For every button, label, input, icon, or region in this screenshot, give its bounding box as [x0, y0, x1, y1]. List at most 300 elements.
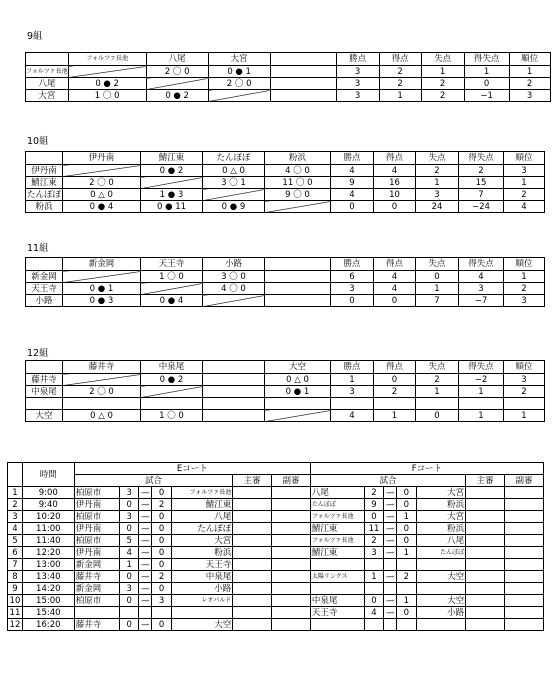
e-away-score: 0	[152, 619, 171, 631]
f-home-team: フォルツァ長池	[310, 511, 364, 523]
self-match-diagonal	[146, 78, 208, 90]
team-header: 天王寺	[141, 258, 203, 271]
f-away-team: たんぽぽ	[416, 547, 466, 559]
f-away-team: 小路	[416, 607, 466, 619]
stat-value: 16	[374, 177, 416, 189]
match-result	[141, 398, 203, 410]
stat-value: −7	[459, 295, 504, 307]
stat-value: 1	[504, 271, 545, 283]
f-away-score: 0	[397, 535, 416, 547]
e-away-team: フォルツァ長池	[171, 487, 232, 499]
f-away-score: 0	[397, 607, 416, 619]
f-away-team: 大宮	[416, 487, 466, 499]
f-score-dash	[384, 583, 397, 595]
e-away-score: 0	[152, 511, 171, 523]
match-result: 0 △ 0	[63, 410, 141, 422]
schedule-row	[8, 547, 544, 559]
e-assistant-cell	[272, 571, 311, 583]
match-time: 15:40	[22, 607, 74, 619]
stat-value: 0	[331, 295, 374, 307]
stat-header: 勝点	[331, 258, 374, 271]
f-away-score: 2	[397, 571, 416, 583]
stat-header: 失点	[421, 53, 464, 66]
e-away-score: 0	[152, 559, 171, 571]
stat-value: 0	[374, 201, 416, 213]
stat-header: 失点	[416, 258, 459, 271]
e-home-team: 伊丹南	[74, 547, 119, 559]
e-assistant-cell	[272, 487, 311, 499]
e-home-team	[74, 607, 119, 619]
f-home-score: 2	[364, 487, 383, 499]
self-match-diagonal	[265, 201, 331, 213]
f-away-score: 1	[397, 595, 416, 607]
e-away-score: 3	[152, 595, 171, 607]
match-number: 5	[8, 535, 23, 547]
f-away-team: 八尾	[416, 535, 466, 547]
stat-value: −1	[464, 90, 509, 102]
f-away-team	[416, 583, 466, 595]
f-home-score: 0	[364, 595, 383, 607]
e-home-score: 0	[119, 523, 138, 535]
e-referee-cell	[233, 523, 272, 535]
stat-value: 1	[504, 177, 545, 189]
e-score-dash: —	[139, 571, 152, 583]
schedule-row	[8, 487, 544, 499]
f-away-score: 1	[397, 511, 416, 523]
e-assistant-cell	[272, 619, 311, 631]
stat-value: 1	[416, 177, 459, 189]
match-result	[63, 398, 141, 410]
self-match-diagonal	[63, 165, 141, 177]
e-away-team	[171, 607, 232, 619]
stat-value: 2	[421, 78, 464, 90]
e-home-score: 3	[119, 511, 138, 523]
stat-value: −2	[459, 374, 504, 386]
e-away-team: レオパルド	[171, 595, 232, 607]
match-result: 2 〇 0	[63, 177, 141, 189]
e-away-team: たんぽぽ	[171, 523, 232, 535]
self-match-diagonal	[203, 189, 265, 201]
e-home-score: 0	[119, 499, 138, 511]
f-home-team: 天王寺	[310, 607, 364, 619]
team-header: フォルツァ長池	[68, 53, 146, 66]
schedule-row	[8, 511, 544, 523]
f-score-dash: —	[384, 499, 397, 511]
e-home-team: 伊丹南	[74, 523, 119, 535]
f-assistant-cell	[505, 595, 544, 607]
self-match-diagonal	[63, 271, 141, 283]
stat-value: 0	[416, 271, 459, 283]
empty-cell	[265, 295, 331, 307]
stat-value: 4	[504, 201, 545, 213]
stat-value: 9	[331, 177, 374, 189]
e-away-team: 粉浜	[171, 547, 232, 559]
e-home-score: 0	[119, 595, 138, 607]
f-referee-cell	[466, 547, 505, 559]
e-away-score: 0	[152, 547, 171, 559]
stat-value: 0	[464, 78, 509, 90]
stat-value: 0	[331, 201, 374, 213]
stat-value: 3	[336, 78, 379, 90]
f-away-score: 1	[397, 547, 416, 559]
stat-header: 得失点	[459, 152, 504, 165]
stat-value: 4	[374, 165, 416, 177]
f-score-dash: —	[384, 607, 397, 619]
stat-value: 1	[416, 386, 459, 398]
f-score-dash: —	[384, 571, 397, 583]
e-home-team: 伊丹南	[74, 499, 119, 511]
f-home-score: 11	[364, 523, 383, 535]
f-referee-cell	[466, 487, 505, 499]
stat-value: 2	[416, 374, 459, 386]
group-10-title: 10組	[27, 136, 49, 147]
e-away-team: 天王寺	[171, 559, 232, 571]
match-time: 14:20	[22, 583, 74, 595]
e-referee-cell	[233, 511, 272, 523]
e-referee-cell	[233, 547, 272, 559]
e-referee-cell	[233, 499, 272, 511]
e-referee-cell	[233, 583, 272, 595]
stat-value: 2	[509, 78, 550, 90]
corner-cell	[26, 152, 63, 165]
match-result: 0 ● 4	[141, 295, 203, 307]
e-court-header: Eコート	[74, 463, 310, 475]
match-number: 11	[8, 607, 23, 619]
stat-value: 2	[504, 189, 545, 201]
e-referee-cell	[233, 487, 272, 499]
e-away-team: 鯖江東	[171, 499, 232, 511]
stat-header: 得点	[374, 152, 416, 165]
stat-value: 10	[374, 189, 416, 201]
empty-cell	[265, 283, 331, 295]
stat-value: 4	[331, 165, 374, 177]
e-home-score	[119, 607, 138, 619]
e-away-score: 2	[152, 499, 171, 511]
match-time: 9:00	[22, 487, 74, 499]
f-score-dash: —	[384, 535, 397, 547]
match-number: 2	[8, 499, 23, 511]
e-score-dash: —	[139, 559, 152, 571]
corner-cell	[26, 258, 63, 271]
match-result: 0 ● 1	[63, 283, 141, 295]
sched-no-header	[8, 463, 23, 487]
stat-value: 1	[459, 386, 504, 398]
f-home-team: たんぽぽ	[310, 499, 364, 511]
e-match-header: 試合	[74, 475, 233, 487]
stat-value: 3	[331, 283, 374, 295]
stat-value: 24	[416, 201, 459, 213]
stat-value: 2	[416, 165, 459, 177]
e-referee-cell	[233, 571, 272, 583]
schedule-row	[8, 607, 544, 619]
e-score-dash: —	[139, 523, 152, 535]
team-header: 粉浜	[265, 152, 331, 165]
f-referee-cell	[466, 535, 505, 547]
match-result	[203, 374, 265, 386]
stat-value: 15	[459, 177, 504, 189]
stat-value: 3	[336, 90, 379, 102]
f-home-score: 0	[364, 511, 383, 523]
schedule-row	[8, 571, 544, 583]
f-referee-cell	[466, 523, 505, 535]
stat-value: 2	[421, 90, 464, 102]
stat-value: 4	[459, 271, 504, 283]
e-assistant-cell	[272, 547, 311, 559]
team-row-name: 新金岡	[26, 271, 63, 283]
corner-cell	[26, 53, 69, 66]
stat-value	[331, 398, 374, 410]
f-home-team: 八尾	[310, 487, 364, 499]
e-away-score: 0	[152, 535, 171, 547]
f-away-score	[397, 583, 416, 595]
match-result: 2 〇 0	[63, 386, 141, 398]
stat-value: 4	[331, 410, 374, 422]
team-header: 大空	[265, 361, 331, 374]
stat-value: 3	[504, 295, 545, 307]
f-home-team	[310, 583, 364, 595]
match-number: 1	[8, 487, 23, 499]
stat-header: 勝点	[331, 361, 374, 374]
f-home-score: 1	[364, 571, 383, 583]
schedule-row	[8, 499, 544, 511]
e-score-dash: —	[139, 547, 152, 559]
match-result: 3 〇 0	[203, 271, 265, 283]
team-row-name: 天王寺	[26, 283, 63, 295]
e-home-team: 柏原市	[74, 487, 119, 499]
f-assistant-cell	[505, 535, 544, 547]
e-home-team: 藤井寺	[74, 571, 119, 583]
e-referee-cell	[233, 595, 272, 607]
match-result: 0 ● 1	[208, 66, 270, 78]
stat-header: 得失点	[459, 361, 504, 374]
match-result: 1 〇 0	[141, 271, 203, 283]
stat-value	[504, 398, 545, 410]
f-home-score: 9	[364, 499, 383, 511]
f-home-team: 太陽リンクス	[310, 571, 364, 583]
team-row-name: 小路	[26, 295, 63, 307]
match-result: 9 〇 0	[265, 189, 331, 201]
f-referee-cell	[466, 511, 505, 523]
f-assistant-cell	[505, 499, 544, 511]
f-away-score: 0	[397, 523, 416, 535]
match-time: 9:40	[22, 499, 74, 511]
schedule-row	[8, 595, 544, 607]
match-time: 11:40	[22, 535, 74, 547]
stat-value: 2	[459, 165, 504, 177]
group-11-table	[25, 257, 545, 307]
e-away-team: 大空	[171, 619, 232, 631]
f-assistant-cell	[505, 487, 544, 499]
stat-value: 3	[504, 374, 545, 386]
empty-header	[265, 258, 331, 271]
f-assistant-cell	[505, 523, 544, 535]
e-score-dash: —	[139, 511, 152, 523]
stat-value	[459, 398, 504, 410]
stat-header: 順位	[504, 258, 545, 271]
stat-value: 1	[421, 66, 464, 78]
e-assistant-cell	[272, 511, 311, 523]
f-home-team: 中泉尾	[310, 595, 364, 607]
match-number: 3	[8, 511, 23, 523]
f-assistant-cell	[505, 547, 544, 559]
group-11-title: 11組	[27, 243, 49, 254]
match-number: 10	[8, 595, 23, 607]
match-number: 12	[8, 619, 23, 631]
stat-value: 1	[416, 283, 459, 295]
match-result: 0 ● 3	[63, 295, 141, 307]
stat-value: 2	[379, 78, 421, 90]
e-assistant-cell	[272, 607, 311, 619]
match-time: 16:20	[22, 619, 74, 631]
match-result: 0 △ 0	[203, 165, 265, 177]
match-result: 0 ● 2	[68, 78, 146, 90]
e-referee-cell	[233, 607, 272, 619]
f-home-team	[310, 559, 364, 571]
match-number: 9	[8, 583, 23, 595]
match-time: 10:20	[22, 511, 74, 523]
f-assistant-cell	[505, 583, 544, 595]
f-referee-header: 主審	[466, 475, 505, 487]
self-match-diagonal	[265, 410, 331, 422]
e-home-score: 3	[119, 487, 138, 499]
group-9-title: 9組	[27, 31, 43, 42]
stat-header: 勝点	[331, 152, 374, 165]
group-12-title: 12組	[27, 348, 49, 359]
f-home-score	[364, 619, 383, 631]
stat-value: 1	[379, 90, 421, 102]
stat-value: 3	[416, 189, 459, 201]
schedule-row	[8, 583, 544, 595]
e-home-team: 新金岡	[74, 559, 119, 571]
self-match-diagonal	[141, 283, 203, 295]
match-result: 0 △ 0	[265, 374, 331, 386]
empty-cell	[270, 78, 336, 90]
e-score-dash: —	[139, 619, 152, 631]
e-away-score	[152, 607, 171, 619]
stat-value: 2	[374, 386, 416, 398]
stat-value: 3	[336, 66, 379, 78]
e-score-dash: —	[139, 499, 152, 511]
team-row-name: 藤井寺	[26, 374, 63, 386]
match-time: 12:20	[22, 547, 74, 559]
e-referee-header: 主審	[233, 475, 272, 487]
team-header: 藤井寺	[63, 361, 141, 374]
stat-header: 順位	[504, 361, 545, 374]
f-court-header: Fコート	[310, 463, 543, 475]
f-away-team: 大宮	[416, 511, 466, 523]
team-row-name: 八尾	[26, 78, 69, 90]
team-row-name	[26, 398, 63, 410]
team-row-name: フォルツァ長池	[26, 66, 69, 78]
stat-value: 4	[374, 271, 416, 283]
f-score-dash: —	[384, 511, 397, 523]
f-home-score: 2	[364, 535, 383, 547]
f-referee-cell	[466, 571, 505, 583]
match-time: 11:00	[22, 523, 74, 535]
e-assistant-cell	[272, 535, 311, 547]
e-home-score: 4	[119, 547, 138, 559]
stat-header: 得失点	[459, 258, 504, 271]
f-assistant-cell	[505, 511, 544, 523]
team-header: 新金岡	[63, 258, 141, 271]
e-referee-cell	[233, 559, 272, 571]
e-away-team: 中泉尾	[171, 571, 232, 583]
f-home-score: 3	[364, 547, 383, 559]
e-away-team: 小路	[171, 583, 232, 595]
team-row-name: 大宮	[26, 90, 69, 102]
team-header	[203, 361, 265, 374]
e-referee-cell	[233, 619, 272, 631]
match-result	[265, 398, 331, 410]
e-away-score: 0	[152, 583, 171, 595]
stat-value: 0	[374, 374, 416, 386]
e-score-dash: —	[139, 535, 152, 547]
match-number: 4	[8, 523, 23, 535]
e-home-team: 柏原市	[74, 535, 119, 547]
match-number: 8	[8, 571, 23, 583]
stat-value: 3	[504, 165, 545, 177]
stat-value: 4	[331, 189, 374, 201]
stat-header: 順位	[504, 152, 545, 165]
f-referee-cell	[466, 607, 505, 619]
e-home-team: 藤井寺	[74, 619, 119, 631]
f-match-header: 試合	[310, 475, 465, 487]
team-row-name: 大空	[26, 410, 63, 422]
f-away-score	[397, 619, 416, 631]
self-match-diagonal	[208, 90, 270, 102]
self-match-diagonal	[141, 386, 203, 398]
f-assistant-cell	[505, 619, 544, 631]
f-referee-cell	[466, 583, 505, 595]
stat-value: 3	[509, 90, 550, 102]
e-away-score: 0	[152, 523, 171, 535]
self-match-diagonal	[141, 177, 203, 189]
e-home-score: 3	[119, 583, 138, 595]
e-assistant-cell	[272, 583, 311, 595]
stat-value: 3	[459, 283, 504, 295]
f-score-dash: —	[384, 547, 397, 559]
match-result: 4 〇 0	[265, 165, 331, 177]
stat-value: 2	[504, 386, 545, 398]
stat-value: 1	[374, 410, 416, 422]
f-home-team: 鯖江東	[310, 523, 364, 535]
f-assistant-header: 副審	[505, 475, 544, 487]
e-score-dash: —	[139, 595, 152, 607]
f-home-team: フォルツァ長池	[310, 535, 364, 547]
e-score-dash: —	[139, 487, 152, 499]
self-match-diagonal	[203, 295, 265, 307]
e-assistant-cell	[272, 523, 311, 535]
sched-time-header: 時間	[22, 463, 74, 487]
f-assistant-cell	[505, 607, 544, 619]
match-result: 2 〇 0	[146, 66, 208, 78]
self-match-diagonal	[68, 66, 146, 78]
empty-cell	[270, 90, 336, 102]
match-result: 3 〇 1	[203, 177, 265, 189]
stat-value: 1	[504, 410, 545, 422]
team-header: 小路	[203, 258, 265, 271]
e-home-score: 1	[119, 559, 138, 571]
match-time: 13:40	[22, 571, 74, 583]
f-away-score: 0	[397, 487, 416, 499]
e-away-team: 八尾	[171, 511, 232, 523]
stat-header: 得点	[379, 53, 421, 66]
f-away-score	[397, 559, 416, 571]
match-number: 7	[8, 559, 23, 571]
e-away-score: 0	[152, 487, 171, 499]
e-assistant-cell	[272, 595, 311, 607]
schedule-row	[8, 523, 544, 535]
